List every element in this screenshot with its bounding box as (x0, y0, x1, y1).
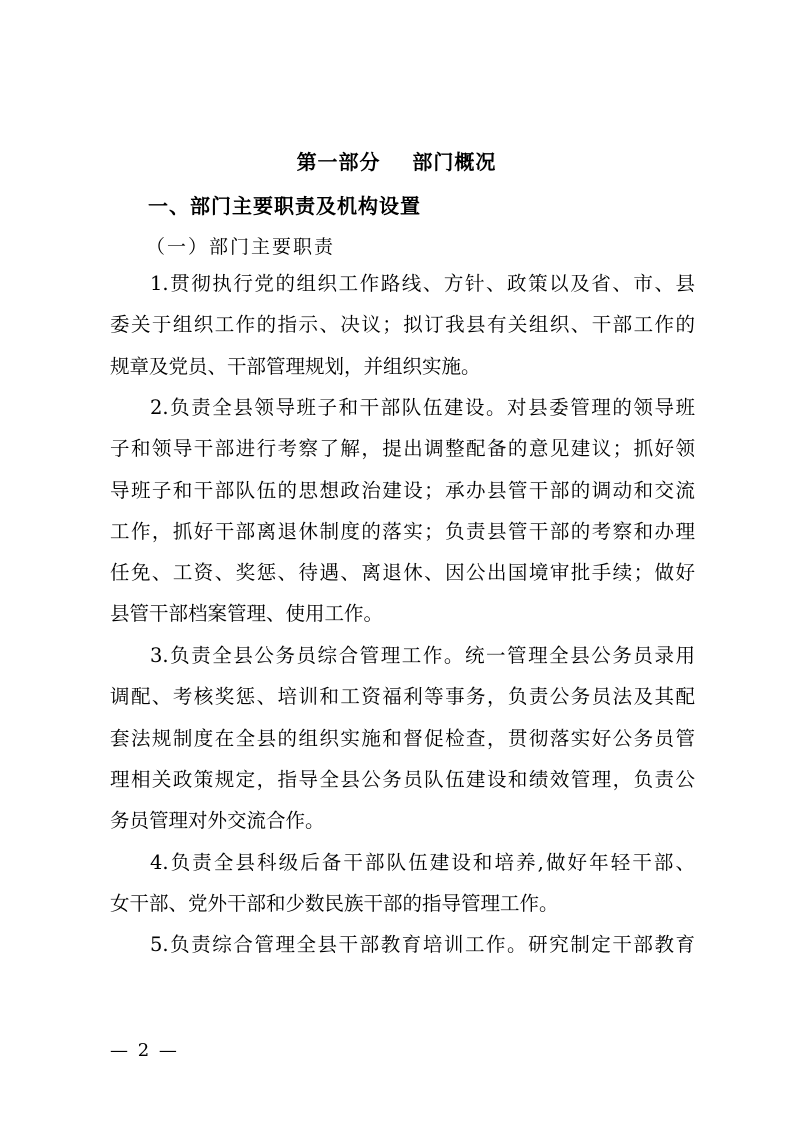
paragraph-3 (110, 635, 695, 841)
paragraph-line: 5.负责综合管理全县干部教育培训工作。研究制定干部教育 (150, 933, 695, 956)
paragraph-line: 委关于组织工作的指示、决议；拟订我县有关组织、干部工作的 (110, 313, 695, 337)
paragraph-line: 1.贯彻执行党的组织工作路线、方针、政策以及省、市、县 (150, 272, 695, 295)
paragraph-line: 理相关政策规定，指导全县公务员队伍建设和绩效管理，负责公 (110, 767, 695, 791)
section-heading: 一、部门主要职责及机构设置 (148, 194, 421, 218)
paragraph-line: 县管干部档案管理、使用工作。 (110, 602, 384, 626)
paragraph-4 (110, 842, 695, 925)
part-title: 第一部分 部门概况 (296, 150, 497, 174)
paragraph-line: 3.负责全县公务员综合管理工作。统一管理全县公务员录用 (150, 644, 695, 667)
paragraph-line: 规章及党员、干部管理规划，并组织实施。 (110, 354, 481, 378)
paragraph-2 (110, 387, 695, 635)
paragraph-line: 套法规制度在全县的组织实施和督促检查，贯彻落实好公务员管 (110, 726, 695, 750)
paragraph-line: 务员管理对外交流合作。 (110, 809, 325, 833)
sub-heading: （一）部门主要职责 (146, 236, 336, 258)
paragraph-line: 4.负责全县科级后备干部队伍建设和培养,做好年轻干部、 (150, 851, 695, 874)
paragraph-line: 2.负责全县领导班子和干部队伍建设。对县委管理的领导班 (150, 396, 695, 419)
paragraph-line: 任免、工资、奖惩、待遇、离退休、因公出国境审批手续；做好 (110, 561, 695, 585)
paragraph-line: 子和领导干部进行考察了解，提出调整配备的意见建议；抓好领 (110, 437, 695, 461)
paragraph-line: 导班子和干部队伍的思想政治建设；承办县管干部的调动和交流 (110, 478, 695, 502)
paragraph-line: 工作，抓好干部离退休制度的落实；负责县管干部的考察和办理 (110, 519, 695, 543)
paragraph-5 (110, 924, 695, 965)
paragraph-line: 调配、考核奖惩、培训和工资福利等事务，负责公务员法及其配 (110, 685, 695, 709)
paragraph-1 (110, 263, 695, 387)
page-number: — 2 — (110, 1040, 179, 1061)
paragraph-line: 女干部、党外干部和少数民族干部的指导管理工作。 (110, 892, 559, 916)
